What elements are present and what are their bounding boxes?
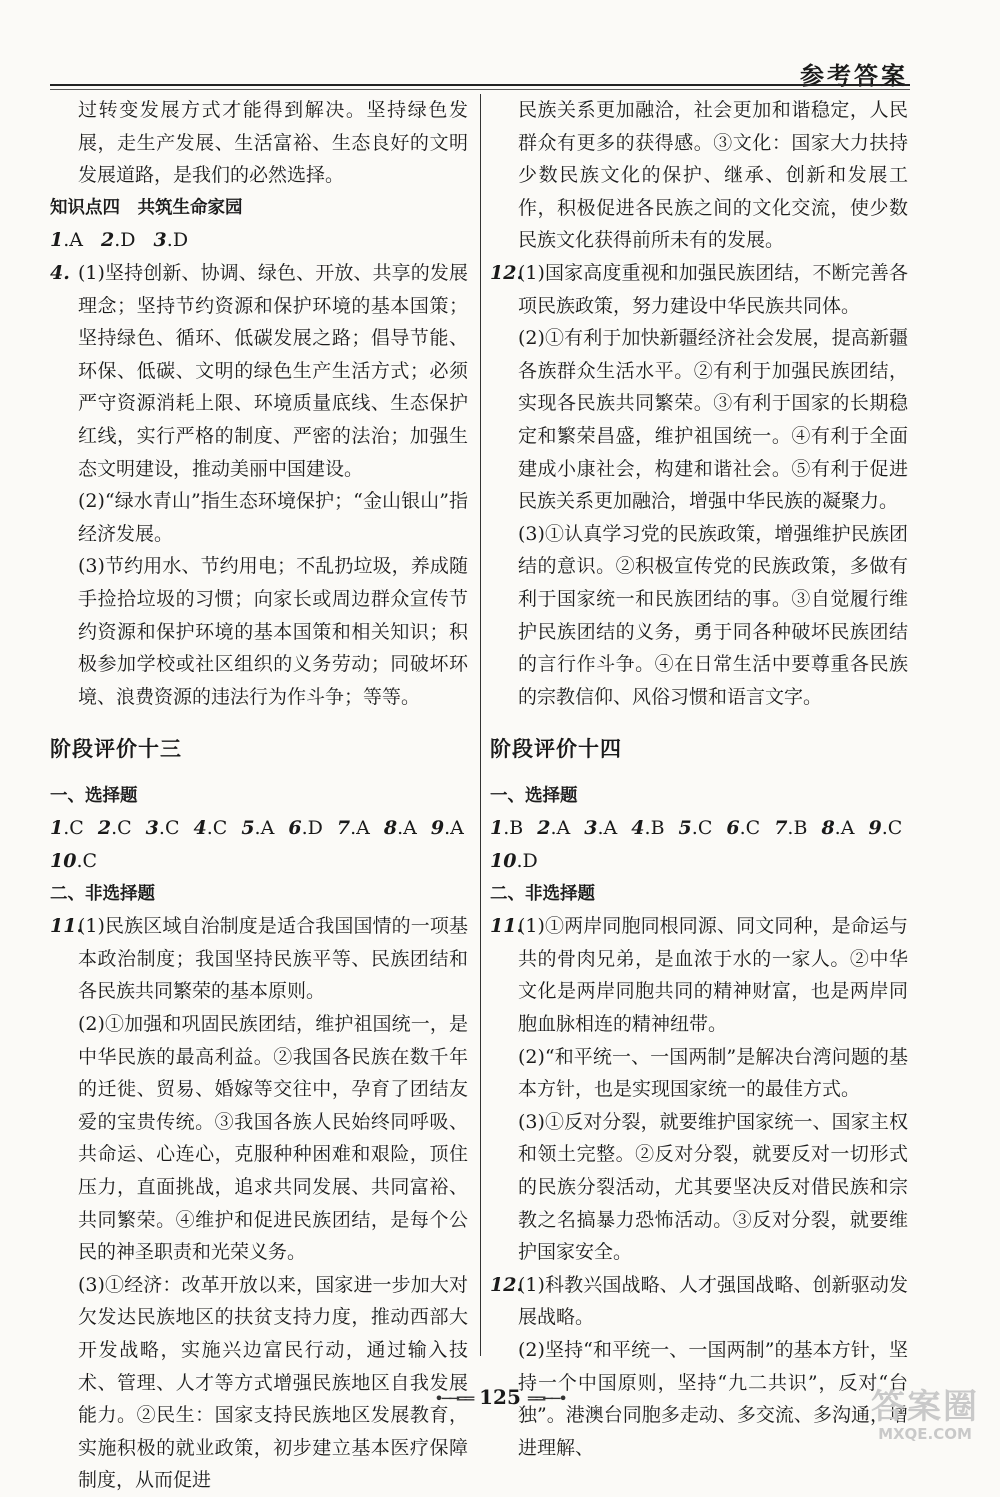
answer-paragraph: (1)①两岸同胞同根同源、同文同种，是命运与共的骨肉兄弟，是血浓于水的一家人。②中华文化是两岸同胞共同的精神财富，也是两岸同胞血脉相连的精神纽带。 <box>518 915 908 1036</box>
answer-paragraph: (3)节约用水、节约用电；不乱扔垃圾，养成随手捡拾垃圾的习惯；向家长或周边群众宣传节约资源和保护环境的基本国策和相关知识；积极参加学校或社区组织的义务劳动；同破坏环境、浪费资源的违法行为作斗争；等等。 <box>78 555 468 708</box>
answer-paragraph: (1)科教兴国战略、人才强国战略、创新驱动发展战略。 <box>518 1273 908 1329</box>
ornament-right-icon: ══──• <box>527 1389 566 1408</box>
question-11 <box>50 910 468 1008</box>
answer-item: 8.A <box>383 817 417 840</box>
section-title-13: 阶段评价十三 <box>50 737 182 762</box>
answer-item: 3.A <box>584 817 618 840</box>
header-title: 参考答案 <box>800 61 908 90</box>
answer-item: 1.C <box>50 817 84 840</box>
mc-answers <box>50 812 468 877</box>
answer-item: 9.C <box>868 817 903 840</box>
section-title-14: 阶段评价十四 <box>490 737 622 762</box>
mc-heading: 一、选择题 <box>490 785 578 806</box>
watermark-url: MXQE.COM <box>878 1425 972 1443</box>
answer-item: 2.C <box>97 817 132 840</box>
answer-item: 2.D <box>101 229 136 252</box>
answer-item: 6.D <box>288 817 323 840</box>
mc-heading: 一、选择题 <box>50 785 138 806</box>
watermark-logo <box>860 1388 990 1444</box>
answer-paragraph: (3)①反对分裂，就要维护国家统一、国家主权和领土完整。②反对分裂，就要反对一切形式的民族分裂活动，尤其要坚决反对借民族和宗教之名搞暴力恐怖活动。③反对分裂，就要维护国家安全。 <box>518 1110 908 1264</box>
column-divider <box>480 94 481 1356</box>
answer-item: 7.A <box>336 817 370 840</box>
mc-answers <box>490 812 908 877</box>
answer-item: 10.C <box>50 850 98 873</box>
answer-paragraph: (2)坚持“和平统一、一国两制”的基本方针，坚持一个中国原则，坚持“九二共识”，反对“台独”。港澳台同胞多走动、多交流、多沟通，增进理解、 <box>518 1338 908 1459</box>
header-rule <box>50 84 910 86</box>
answer-paragraph: (1)坚持创新、协调、绿色、开放、共享的发展理念；坚持节约资源和保护环境的基本国策；坚持绿色、循环、低碳发展之路；倡导节能、环保、低碳、文明的绿色生产生活方式；必须严守资源消耗上限、环境质量底线、生态保护红线，实行严格的制度、严密的法治；加强生态文明建设，推动美丽中国建设。 <box>78 261 468 480</box>
nmc-heading: 二、非选择题 <box>50 883 155 904</box>
answer-item: 5.A <box>241 817 275 840</box>
answer-item: 10.D <box>490 850 538 873</box>
question-number: 4. <box>50 261 70 284</box>
nmc-heading: 二、非选择题 <box>490 883 595 904</box>
right-intro-text: 民族关系更加融洽，社会更加和谐稳定，人民群众有更多的获得感。③文化：国家大力扶持少数民族文化的保护、继承、创新和发展工作，积极促进各民族之间的文化交流，使少数民族文化获得前所未有的发展。 <box>518 99 908 252</box>
question-11 <box>490 910 908 1040</box>
answer-item: 4.B <box>631 817 665 840</box>
answer-paragraph: (2)“和平统一、一国两制”是解决台湾问题的基本方针，也是实现国家统一的最佳方式。 <box>518 1045 908 1101</box>
answer-item: 3.C <box>145 817 180 840</box>
question-4 <box>50 257 468 485</box>
answer-paragraph: (3)①认真学习党的民族政策，增强维护民族团结的意识。②积极宣传党的民族政策，多做有利于国家统一和民族团结的事。③自觉履行维护民族团结的义务，勇于同各种破坏民族团结的言行作斗争。④在日常生活中要尊重各民族的宗教信仰、风俗习惯和语言文字。 <box>518 522 908 708</box>
knowledge-point-heading: 知识点四 共筑生命家园 <box>50 197 243 218</box>
answer-paragraph: (2)①加强和巩固民族团结，维护祖国统一，是中华民族的最高利益。②我国各民族在数千年的迁徙、贸易、婚嫁等交往中，孕育了团结友爱的宝贵传统。③我国各族人民始终同呼吸、共命运、心连心，克服种种困难和艰险，顶住压力，直面挑战，追求共同发展、共同富裕、共同繁荣。④维护和促进民族团结，是每个公民的神圣职责和光荣义务。 <box>78 1013 468 1264</box>
question-number: 11. <box>50 915 84 938</box>
question-12b <box>490 1269 908 1334</box>
answer-item: 5.C <box>678 817 713 840</box>
answer-item: 3.D <box>153 229 189 252</box>
question-number: 12. <box>490 261 524 284</box>
answer-paragraph: (1)民族区域自治制度是适合我国国情的一项基本政治制度；我国坚持民族平等、民族团结和各民族共同繁荣的基本原则。 <box>78 915 468 1003</box>
answer-paragraph: (1)国家高度重视和加强民族团结，不断完善各项民族政策，努力建设中华民族共同体。 <box>518 261 908 317</box>
answer-item: 6.C <box>726 817 761 840</box>
question-number: 12. <box>490 1273 524 1296</box>
answer-paragraph: (2)①有利于加快新疆经济社会发展，提高新疆各族群众生活水平。②有利于加强民族团结，实现各民族共同繁荣。③有利于国家的长期稳定和繁荣昌盛，维护祖国统一。④有利于全面建成小康社会，构建和谐社会。⑤有利于促进民族关系更加融洽，增强中华民族的凝聚力。 <box>518 327 908 513</box>
answer-item: 7.B <box>774 817 808 840</box>
answer-item: 2.A <box>537 817 571 840</box>
answer-item: 1.A <box>50 229 84 252</box>
answer-item: 1.B <box>490 817 524 840</box>
answer-item: 8.A <box>821 817 855 840</box>
left-intro-text: 过转变发展方式才能得到解决。坚持绿色发展，走生产发展、生活富裕、生态良好的文明发展道路，是我们的必然选择。 <box>78 99 468 187</box>
question-12 <box>490 257 908 322</box>
kp-answers <box>50 224 468 257</box>
answer-paragraph: (2)“绿水青山”指生态环境保护；“金山银山”指经济发展。 <box>78 490 468 545</box>
watermark-text: 答案圈 <box>871 1387 979 1427</box>
page-footer <box>0 1385 1000 1409</box>
page-number: 125 <box>479 1385 521 1409</box>
question-number: 11. <box>490 915 524 938</box>
answer-item: 4.C <box>193 817 228 840</box>
left-column <box>50 94 468 1492</box>
answer-item: 9.A <box>430 817 464 840</box>
ornament-left-icon: •──══ <box>434 1389 473 1408</box>
answer-paragraph: (3)①经济：改革开放以来，国家进一步加大对欠发达民族地区的扶贫支持力度，推动西部大开发战略，实施兴边富民行动，通过输入技术、管理、人才等方式增强民族地区自我发展能力。②民生：国家支持民族地区发展教育，实施积极的就业政策，初步建立基本医疗保障制度，从而促进 <box>78 1273 468 1492</box>
